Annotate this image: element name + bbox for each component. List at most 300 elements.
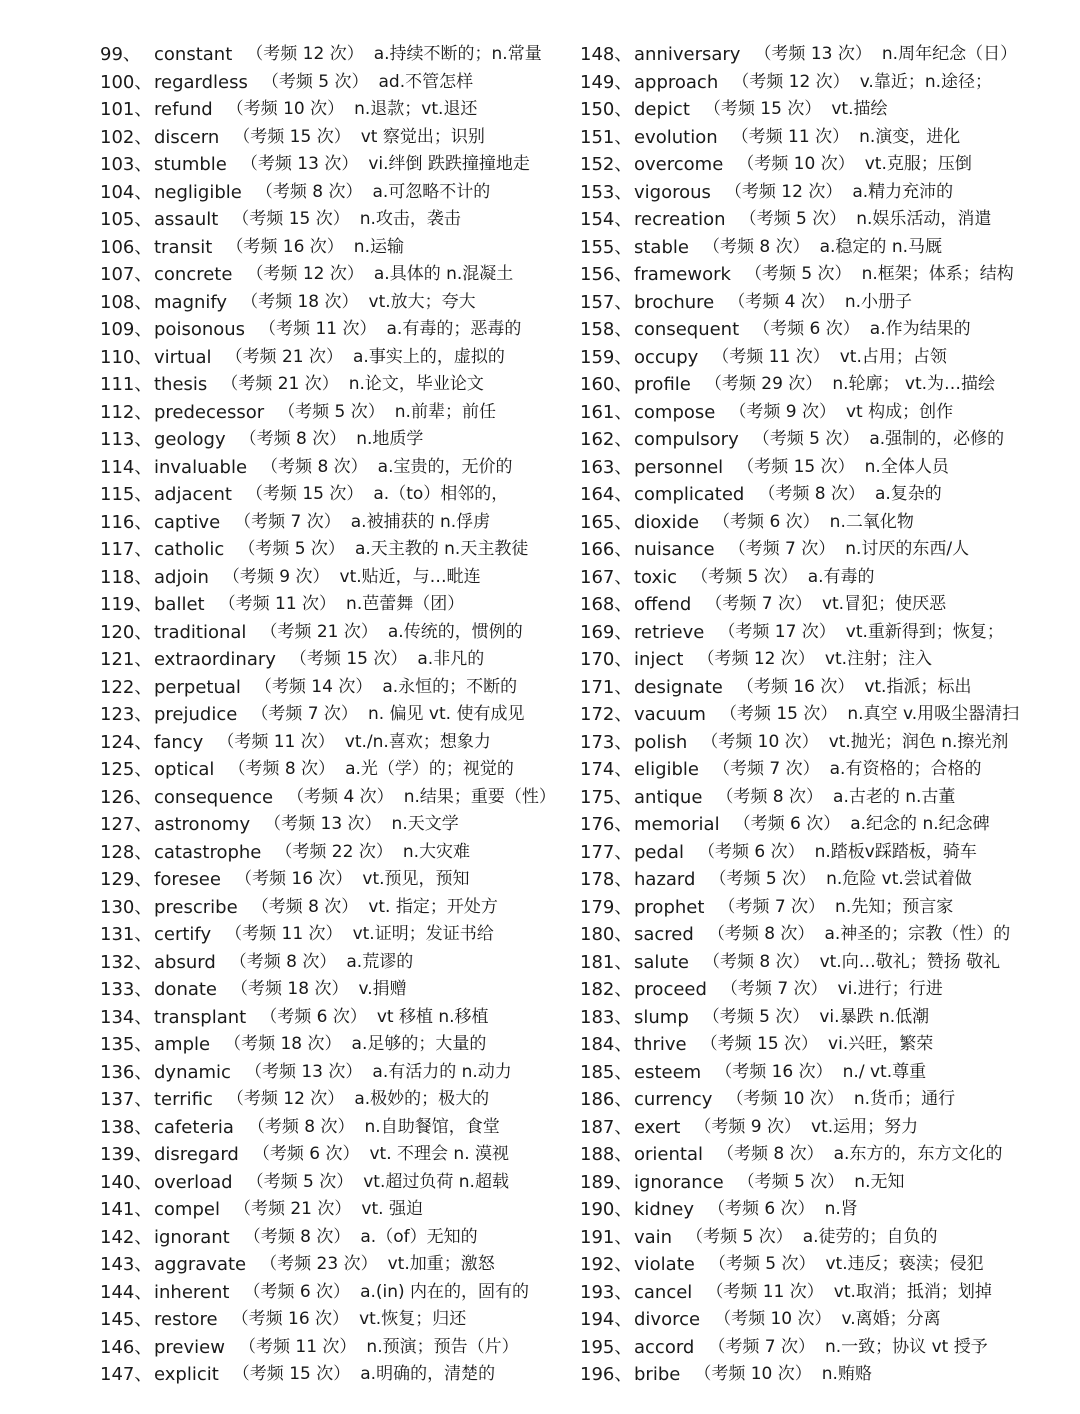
entry-word: ignorant bbox=[154, 1226, 230, 1248]
entry-frequency: （考频 5 次） bbox=[709, 869, 817, 889]
vocab-entry bbox=[100, 674, 570, 702]
vocab-entry bbox=[100, 1196, 570, 1224]
entry-word: adjoin bbox=[154, 566, 209, 588]
entry-number: 188、 bbox=[580, 1144, 633, 1165]
entry-frequency: （考频 8 次） bbox=[239, 429, 347, 449]
vocab-entry bbox=[100, 179, 570, 207]
entry-word: geology bbox=[154, 429, 226, 450]
entry-definition: vt.冒犯；使厌恶 bbox=[821, 594, 947, 614]
entry-word: catholic bbox=[154, 539, 225, 560]
entry-definition: a.有资格的；合格的 bbox=[829, 759, 982, 779]
vocab-entry bbox=[580, 151, 1060, 179]
entry-frequency: （考频 10 次） bbox=[714, 1309, 832, 1329]
entry-number: 103、 bbox=[100, 154, 153, 175]
entry-frequency: （考频 11 次） bbox=[238, 1336, 357, 1357]
entry-word: ignorance bbox=[634, 1171, 724, 1193]
vocab-entry bbox=[580, 1169, 1060, 1197]
entry-definition: vt.占用；占领 bbox=[839, 346, 947, 367]
entry-word: antique bbox=[634, 786, 703, 808]
entry-number: 148、 bbox=[580, 44, 633, 65]
entry-frequency: （考频 21 次） bbox=[221, 374, 339, 394]
right-column bbox=[580, 41, 1060, 1389]
entry-frequency: （考频 12 次） bbox=[246, 44, 364, 64]
entry-number: 104、 bbox=[100, 181, 153, 203]
entry-frequency: （考频 6 次） bbox=[733, 814, 841, 834]
entry-word: thesis bbox=[154, 374, 208, 395]
vocab-entry bbox=[100, 371, 570, 399]
entry-definition: n.大灾难 bbox=[402, 841, 471, 862]
vocab-entry bbox=[580, 564, 1060, 592]
entry-definition: n.天文学 bbox=[391, 814, 459, 834]
entry-number: 124、 bbox=[100, 731, 153, 753]
entry-number: 100、 bbox=[100, 71, 153, 93]
entry-definition: n.肾 bbox=[824, 1199, 858, 1219]
entry-number: 108、 bbox=[100, 291, 153, 313]
entry-frequency: （考频 11 次） bbox=[731, 126, 850, 147]
entry-word: inherent bbox=[154, 1281, 230, 1303]
entry-frequency: （考频 16 次） bbox=[231, 1309, 350, 1329]
entry-definition: n.轮廓； vt.为…描绘 bbox=[832, 374, 996, 394]
entry-word: toxic bbox=[634, 566, 678, 588]
vocab-entry bbox=[100, 701, 570, 729]
entry-number: 99、 bbox=[100, 44, 141, 65]
entry-frequency: （考频 15 次） bbox=[737, 456, 855, 477]
entry-number: 153、 bbox=[580, 181, 633, 203]
vocab-entry bbox=[580, 261, 1060, 289]
entry-number: 155、 bbox=[580, 236, 633, 258]
entry-word: vigorous bbox=[634, 181, 711, 203]
entry-frequency: （考频 5 次） bbox=[737, 1171, 845, 1192]
entry-definition: vt.重新得到；恢复； bbox=[845, 621, 1004, 642]
entry-frequency: （考频 15 次） bbox=[232, 1364, 351, 1384]
entry-definition: n.讨厌的东西/人 bbox=[845, 539, 970, 559]
vocab-entry bbox=[580, 1141, 1060, 1169]
entry-definition: vt. 指定；开处方 bbox=[368, 896, 498, 917]
entry-frequency: （考频 8 次） bbox=[707, 924, 815, 944]
entry-number: 130、 bbox=[100, 896, 153, 918]
entry-number: 142、 bbox=[100, 1226, 153, 1248]
entry-frequency: （考频 15 次） bbox=[700, 1034, 819, 1054]
entry-number: 176、 bbox=[580, 814, 633, 835]
vocab-entry bbox=[100, 1059, 570, 1087]
entry-word: approach bbox=[634, 71, 719, 93]
entry-number: 114、 bbox=[100, 456, 153, 478]
vocab-entry bbox=[100, 509, 570, 537]
entry-definition: n.踏板v踩踏板，骑车 bbox=[814, 841, 977, 862]
vocab-entry bbox=[100, 206, 570, 234]
entry-definition: n.框架；体系；结构 bbox=[861, 264, 1014, 284]
entry-definition: a.（of）无知的 bbox=[360, 1226, 478, 1247]
entry-definition: a.荒谬的 bbox=[346, 951, 414, 972]
entry-frequency: （考频 13 次） bbox=[264, 814, 382, 834]
entry-word: optical bbox=[154, 759, 215, 780]
entry-definition: n.真空 v.用吸尘器清扫 bbox=[847, 704, 1020, 724]
vocab-entry bbox=[100, 1004, 570, 1032]
entry-frequency: （考频 10 次） bbox=[226, 99, 345, 119]
entry-definition: n.贿赂 bbox=[821, 1364, 872, 1384]
entry-word: esteem bbox=[634, 1061, 702, 1083]
entry-definition: vt.描绘 bbox=[831, 99, 888, 119]
entry-definition: a.（to）相邻的， bbox=[373, 484, 509, 504]
entry-number: 172、 bbox=[580, 704, 633, 725]
entry-definition: a.有毒的 bbox=[807, 566, 875, 587]
entry-definition: v.离婚；分离 bbox=[841, 1309, 941, 1329]
entry-definition: vt.克服；压倒 bbox=[864, 154, 972, 174]
entry-number: 112、 bbox=[100, 401, 153, 423]
entry-number: 195、 bbox=[580, 1336, 633, 1358]
entry-word: stumble bbox=[154, 154, 227, 175]
entry-number: 171、 bbox=[580, 676, 633, 698]
entry-word: compose bbox=[634, 401, 716, 423]
vocab-entry bbox=[580, 701, 1060, 729]
entry-word: slump bbox=[634, 1006, 689, 1028]
entry-frequency: （考频 7 次） bbox=[708, 1336, 815, 1357]
vocab-entry bbox=[580, 1251, 1060, 1279]
entry-definition: a.徒劳的；自负的 bbox=[802, 1226, 938, 1247]
entry-word: regardless bbox=[154, 71, 248, 93]
entry-number: 109、 bbox=[100, 319, 153, 340]
vocab-entry bbox=[100, 949, 570, 977]
entry-frequency: （考频 6 次） bbox=[753, 319, 860, 339]
entry-frequency: （考频 9 次） bbox=[694, 1116, 802, 1137]
entry-definition: n.无知 bbox=[854, 1171, 905, 1192]
entry-frequency: （考频 9 次） bbox=[729, 401, 836, 422]
entry-frequency: （考频 7 次） bbox=[718, 896, 826, 917]
entry-word: refund bbox=[154, 99, 213, 120]
vocab-entry bbox=[580, 41, 1060, 69]
entry-frequency: （考频 12 次） bbox=[732, 71, 850, 92]
entry-number: 154、 bbox=[580, 209, 633, 230]
entry-word: profile bbox=[634, 374, 691, 395]
entry-word: currency bbox=[634, 1089, 713, 1110]
entry-word: absurd bbox=[154, 951, 216, 973]
entry-number: 138、 bbox=[100, 1116, 153, 1138]
entry-word: restore bbox=[154, 1309, 218, 1330]
vocab-entry bbox=[580, 1361, 1060, 1389]
entry-frequency: （考频 12 次） bbox=[246, 264, 364, 284]
entry-word: bribe bbox=[634, 1364, 681, 1385]
entry-frequency: （考频 13 次） bbox=[754, 44, 872, 64]
entry-word: salute bbox=[634, 951, 689, 973]
vocab-entry bbox=[580, 1196, 1060, 1224]
vocab-entry bbox=[580, 206, 1060, 234]
entry-definition: n.二氧化物 bbox=[829, 511, 914, 532]
vocab-entry bbox=[580, 1334, 1060, 1362]
entry-number: 121、 bbox=[100, 649, 153, 670]
entry-word: eligible bbox=[634, 759, 700, 780]
entry-frequency: （考频 16 次） bbox=[226, 236, 344, 257]
vocab-entry bbox=[100, 1251, 570, 1279]
entry-number: 183、 bbox=[580, 1006, 633, 1028]
entry-number: 166、 bbox=[580, 539, 633, 560]
entry-number: 110、 bbox=[100, 346, 153, 368]
entry-number: 106、 bbox=[100, 236, 153, 258]
entry-word: divorce bbox=[634, 1309, 701, 1330]
vocab-entry bbox=[580, 344, 1060, 372]
entry-number: 135、 bbox=[100, 1034, 153, 1055]
entry-number: 107、 bbox=[100, 264, 153, 285]
entry-number: 118、 bbox=[100, 566, 153, 588]
entry-word: dioxide bbox=[634, 511, 700, 533]
vocab-entry bbox=[580, 646, 1060, 674]
entry-number: 133、 bbox=[100, 979, 153, 1000]
entry-word: polish bbox=[634, 731, 688, 753]
entry-frequency: （考频 16 次） bbox=[715, 1061, 833, 1082]
entry-number: 156、 bbox=[580, 264, 633, 285]
entry-definition: vt.证明；发证书给 bbox=[352, 924, 494, 944]
entry-definition: vt.指派；标出 bbox=[864, 676, 972, 697]
vocab-entry bbox=[580, 839, 1060, 867]
entry-definition: a.非凡的 bbox=[417, 649, 485, 669]
entry-number: 152、 bbox=[580, 154, 633, 175]
entry-number: 140、 bbox=[100, 1171, 153, 1193]
entry-number: 165、 bbox=[580, 511, 633, 533]
vocab-entry bbox=[100, 344, 570, 372]
entry-definition: a.有活力的 n.动力 bbox=[372, 1061, 512, 1082]
entry-frequency: （考频 5 次） bbox=[708, 1254, 816, 1274]
entry-frequency: （考频 10 次） bbox=[726, 1089, 844, 1109]
entry-word: discern bbox=[154, 126, 220, 148]
vocab-entry bbox=[100, 784, 570, 812]
entry-frequency: （考频 15 次） bbox=[703, 99, 822, 119]
entry-definition: vt.超过负荷 n.超载 bbox=[363, 1171, 509, 1192]
vocab-entry bbox=[100, 151, 570, 179]
entry-definition: n.退款；vt.退还 bbox=[354, 99, 478, 119]
entry-frequency: （考频 21 次） bbox=[233, 1199, 352, 1219]
vocab-entry bbox=[580, 234, 1060, 262]
vocab-entry bbox=[580, 454, 1060, 482]
entry-word: dynamic bbox=[154, 1061, 231, 1083]
entry-definition: a.纪念的 n.纪念碑 bbox=[850, 814, 990, 834]
entry-word: catastrophe bbox=[154, 841, 262, 863]
entry-number: 113、 bbox=[100, 429, 153, 450]
entry-definition: vt.违反；亵渎；侵犯 bbox=[825, 1254, 984, 1274]
entry-word: preview bbox=[154, 1336, 225, 1358]
entry-number: 137、 bbox=[100, 1089, 153, 1110]
vocab-entry bbox=[580, 921, 1060, 949]
entry-frequency: （考频 7 次） bbox=[720, 979, 828, 999]
entry-number: 122、 bbox=[100, 676, 153, 698]
entry-definition: vt. 不理会 n. 漠视 bbox=[369, 1144, 510, 1164]
entry-number: 120、 bbox=[100, 621, 153, 643]
entry-definition: n.预演；预告（片） bbox=[366, 1336, 519, 1357]
entry-number: 129、 bbox=[100, 869, 153, 890]
vocab-entry bbox=[580, 1031, 1060, 1059]
entry-word: compulsory bbox=[634, 429, 739, 450]
entry-definition: vt./n.喜欢；想象力 bbox=[344, 731, 491, 752]
entry-definition: vi.绊倒 跌跌撞撞地走 bbox=[368, 154, 530, 174]
vocab-entry bbox=[100, 729, 570, 757]
entry-definition: a.明确的，清楚的 bbox=[360, 1364, 496, 1384]
entry-definition: a.足够的；大量的 bbox=[351, 1034, 487, 1054]
entry-word: stable bbox=[634, 236, 689, 258]
entry-definition: vi.暴跌 n.低潮 bbox=[819, 1006, 930, 1027]
vocab-entry bbox=[580, 1059, 1060, 1087]
entry-word: offend bbox=[634, 594, 692, 615]
entry-frequency: （考频 5 次） bbox=[752, 429, 860, 449]
vocab-entry bbox=[100, 564, 570, 592]
entry-definition: vt. 强迫 bbox=[361, 1199, 423, 1219]
vocab-entry bbox=[100, 1361, 570, 1389]
entry-word: cancel bbox=[634, 1281, 693, 1303]
entry-definition: a.被捕获的 n.俘虏 bbox=[350, 511, 491, 532]
vocab-entry bbox=[580, 591, 1060, 619]
entry-definition: n. 偏见 vt. 使有成见 bbox=[367, 704, 525, 724]
entry-number: 128、 bbox=[100, 841, 153, 863]
entry-frequency: （考频 5 次） bbox=[691, 566, 798, 587]
entry-frequency: （考频 16 次） bbox=[234, 869, 353, 889]
entry-number: 101、 bbox=[100, 99, 153, 120]
left-column bbox=[100, 41, 570, 1389]
vocab-entry bbox=[100, 399, 570, 427]
entry-definition: n.攻击，袭击 bbox=[359, 209, 461, 229]
entry-definition: a.宝贵的，无价的 bbox=[377, 456, 513, 477]
entry-word: predecessor bbox=[154, 401, 265, 423]
vocab-entry bbox=[580, 894, 1060, 922]
entry-frequency: （考频 15 次） bbox=[719, 704, 838, 724]
entry-word: oriental bbox=[634, 1144, 703, 1165]
vocab-entry bbox=[100, 69, 570, 97]
vocab-entry bbox=[100, 536, 570, 564]
entry-frequency: （考频 5 次） bbox=[278, 401, 385, 422]
entry-definition: vt.贴近，与…毗连 bbox=[339, 566, 481, 587]
entry-definition: a.可忽略不计的 bbox=[372, 181, 491, 202]
entry-frequency: （考频 15 次） bbox=[245, 484, 364, 504]
vocab-entry bbox=[100, 1306, 570, 1334]
entry-definition: vt.预见，预知 bbox=[362, 869, 470, 889]
entry-frequency: （考频 8 次） bbox=[702, 236, 810, 257]
entry-frequency: （考频 8 次） bbox=[717, 1144, 824, 1164]
entry-word: pedal bbox=[634, 841, 684, 863]
entry-definition: vi.兴旺，繁荣 bbox=[828, 1034, 934, 1054]
entry-definition: v.捐赠 bbox=[358, 979, 407, 999]
entry-frequency: （考频 23 次） bbox=[260, 1254, 378, 1274]
entry-number: 185、 bbox=[580, 1061, 633, 1083]
vocab-entry bbox=[580, 316, 1060, 344]
entry-definition: a.传统的，惯例的 bbox=[387, 621, 523, 642]
vocab-entry bbox=[100, 1224, 570, 1252]
entry-definition: n.论文，毕业论文 bbox=[348, 374, 484, 394]
entry-word: fancy bbox=[154, 731, 204, 753]
entry-number: 179、 bbox=[580, 896, 633, 918]
entry-word: recreation bbox=[634, 209, 726, 230]
vocab-entry bbox=[580, 674, 1060, 702]
entry-number: 189、 bbox=[580, 1171, 633, 1193]
entry-definition: vt.取消；抵消；划掉 bbox=[833, 1281, 992, 1302]
vocab-entry bbox=[580, 399, 1060, 427]
entry-number: 167、 bbox=[580, 566, 633, 588]
entry-word: complicated bbox=[634, 484, 745, 505]
entry-number: 161、 bbox=[580, 401, 633, 423]
entry-frequency: （考频 21 次） bbox=[225, 346, 344, 367]
entry-number: 163、 bbox=[580, 456, 633, 478]
entry-word: foresee bbox=[154, 869, 221, 890]
entry-number: 196、 bbox=[580, 1364, 633, 1385]
entry-number: 186、 bbox=[580, 1089, 633, 1110]
entry-definition: a.持续不断的；n.常量 bbox=[373, 44, 542, 64]
entry-word: negligible bbox=[154, 181, 242, 203]
entry-frequency: （考频 5 次） bbox=[686, 1226, 793, 1247]
entry-definition: a.作为结果的 bbox=[869, 319, 971, 339]
entry-definition: a.事实上的，虚拟的 bbox=[353, 346, 505, 367]
entry-word: aggravate bbox=[154, 1254, 247, 1275]
vocab-entry bbox=[580, 179, 1060, 207]
entry-number: 187、 bbox=[580, 1116, 633, 1138]
entry-frequency: （考频 5 次） bbox=[261, 71, 369, 92]
entry-number: 158、 bbox=[580, 319, 633, 340]
entry-number: 168、 bbox=[580, 594, 633, 615]
entry-definition: a.永恒的；不断的 bbox=[382, 676, 518, 697]
entry-definition: n.芭蕾舞（团） bbox=[346, 594, 465, 614]
entry-frequency: （考频 8 次） bbox=[228, 759, 336, 779]
vocab-entry bbox=[100, 1334, 570, 1362]
entry-frequency: （考频 5 次） bbox=[238, 539, 345, 559]
vocab-entry bbox=[100, 894, 570, 922]
entry-number: 149、 bbox=[580, 71, 633, 93]
vocab-entry bbox=[100, 921, 570, 949]
entry-number: 151、 bbox=[580, 126, 633, 148]
entry-definition: a.具体的 n.混凝土 bbox=[373, 264, 514, 284]
entry-definition: a.古老的 n.古董 bbox=[833, 786, 956, 807]
entry-number: 169、 bbox=[580, 621, 633, 643]
entry-definition: n.结果；重要（性） bbox=[403, 786, 556, 807]
entry-word: designate bbox=[634, 676, 723, 698]
entry-definition: v.靠近；n.途径； bbox=[859, 71, 993, 92]
vocab-entry bbox=[100, 976, 570, 1004]
vocab-entry bbox=[100, 481, 570, 509]
entry-frequency: （考频 5 次） bbox=[739, 209, 847, 229]
entry-number: 126、 bbox=[100, 786, 153, 808]
entry-definition: n.前辈；前任 bbox=[394, 401, 496, 422]
entry-frequency: （考频 6 次） bbox=[252, 1144, 360, 1164]
entry-word: adjacent bbox=[154, 484, 232, 505]
entry-frequency: （考频 11 次） bbox=[217, 731, 335, 752]
vocab-entry bbox=[580, 124, 1060, 152]
entry-number: 159、 bbox=[580, 346, 633, 368]
vocab-entry bbox=[580, 69, 1060, 97]
vocab-entry bbox=[580, 96, 1060, 124]
vocab-entry bbox=[100, 261, 570, 289]
vocab-entry bbox=[100, 646, 570, 674]
vocab-entry bbox=[580, 509, 1060, 537]
entry-word: brochure bbox=[634, 291, 715, 313]
vocab-entry bbox=[100, 96, 570, 124]
entry-word: perpetual bbox=[154, 676, 241, 698]
entry-word: ample bbox=[154, 1034, 211, 1055]
vocab-entry bbox=[100, 1086, 570, 1114]
entry-number: 164、 bbox=[580, 484, 633, 505]
vocab-entry bbox=[580, 784, 1060, 812]
entry-number: 116、 bbox=[100, 511, 153, 533]
entry-frequency: （考频 11 次） bbox=[225, 924, 343, 944]
entry-frequency: （考频 18 次） bbox=[241, 291, 359, 312]
entry-word: prescribe bbox=[154, 896, 238, 918]
entry-definition: vt.向…敬礼；赞扬 敬礼 bbox=[819, 951, 1001, 972]
entry-frequency: （考频 15 次） bbox=[232, 209, 350, 229]
entry-frequency: （考频 9 次） bbox=[222, 566, 330, 587]
entry-word: donate bbox=[154, 979, 218, 1000]
vocab-entry bbox=[100, 316, 570, 344]
entry-word: cafeteria bbox=[154, 1116, 234, 1138]
entry-number: 173、 bbox=[580, 731, 633, 753]
entry-frequency: （考频 8 次） bbox=[251, 896, 359, 917]
entry-frequency: （考频 8 次） bbox=[255, 181, 363, 202]
entry-word: kidney bbox=[634, 1199, 694, 1220]
entry-frequency: （考频 18 次） bbox=[231, 979, 349, 999]
entry-word: extraordinary bbox=[154, 649, 276, 670]
entry-word: retrieve bbox=[634, 621, 705, 643]
entry-definition: a.有毒的；恶毒的 bbox=[386, 319, 522, 339]
